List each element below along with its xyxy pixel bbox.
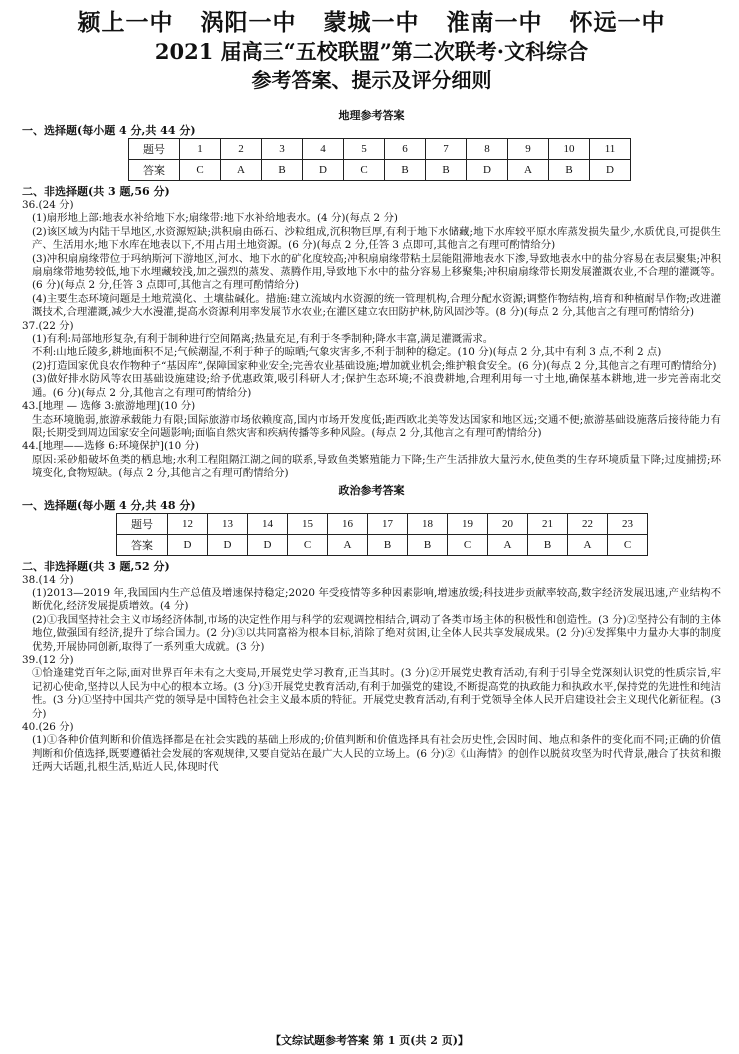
table-cell: D: [303, 160, 344, 181]
answer-line: (1)有利:局部地形复杂,有利于制种进行空间隔离;热量充足,有利于冬季制种;降水丰富,满足灌溉需求。: [32, 333, 494, 346]
table-cell: A: [221, 160, 262, 181]
table-cell: 2: [221, 139, 262, 160]
table-cell: 3: [262, 139, 303, 160]
table-cell: 1: [180, 139, 221, 160]
table-cell: 10: [549, 139, 590, 160]
politics-section-title: 政治参考答案: [338, 483, 405, 497]
table-cell: 15: [288, 513, 328, 534]
table-cell: B: [368, 534, 408, 555]
answer-line: (1)①各种价值判断和价值选择都是在社会实践的基础上形成的;价值判断和价值选择具有社会历史性,会因时间、地点和条件的变化而不同;正确的价值判断和价值选择,既要遵循社会发展的客观规律,又要自觉站在最广大人民的立场上。(6 分)②《山海情》的创作以脱贫攻坚为时代背景,融合了扶贫和搬迁两大话题,扎根生活,贴近人民,体现时代: [32, 734, 721, 774]
table-row: [117, 534, 648, 555]
table-cell: D: [208, 534, 248, 555]
table-cell: 18: [408, 513, 448, 534]
geography-nonchoice-heading: 二、非选择题(共 3 题,56 分): [22, 185, 170, 198]
answer-line: 36.(24 分): [22, 199, 74, 211]
geography-answer-table: [128, 138, 631, 181]
table-cell: 23: [608, 513, 648, 534]
table-cell: A: [568, 534, 608, 555]
table-cell: A: [328, 534, 368, 555]
politics-choice-heading: 一、选择题(每小题 4 分,共 48 分): [22, 498, 196, 512]
table-cell: B: [262, 160, 303, 181]
table-cell: 16: [328, 513, 368, 534]
table-cell: 17: [368, 513, 408, 534]
table-cell: D: [590, 160, 631, 181]
table-row-label: 答案: [129, 160, 180, 181]
table-cell: D: [467, 160, 508, 181]
table-cell: 6: [385, 139, 426, 160]
politics-answer-table: [116, 513, 648, 556]
politics-nonchoice-heading: 二、非选择题(共 3 题,52 分): [22, 559, 170, 573]
geography-section-title: 地理参考答案: [338, 109, 405, 122]
answer-line: (2)该区域为内陆干旱地区,水资源短缺;洪积扇由砾石、沙粒组成,沉积物巨厚,有利于地下水储藏;地下水库较平原水库蒸发损失量少,水质优良,可提供生产、生活用水;地下水库在地表以下,不用占用土地资源。(6 分)(每点 2 分,任答 3 点即可,其他言之有理可酌情给分): [32, 225, 721, 252]
table-cell: D: [248, 534, 288, 555]
answer-line: ①恰逢建党百年之际,面对世界百年未有之大变局,开展党史学习教育,正当其时。(3 分)②开展党史教育活动,有利于引导全党深刻认识党的性质宗旨,牢记初心使命,坚持以人民为中心的根本立场。(3 分)③开展党史教育活动,有利于加强党的建设,不断提高党的执政能力和执政水平,保持党的先进性和纯洁性。(3 分)①坚持中国共产党的领导是中国特色社会主义最本质的特征。开展党史教育活动,有利于党领导全体人民开启建设社会主义现代化新征程。(3 分): [32, 667, 721, 720]
table-cell: A: [508, 160, 549, 181]
answer-line: (4)主要生态环境问题是土地荒漠化、土壤盐碱化。措施:建立流域内水资源的统一管理机构,合理分配水资源;调整作物结构,培育和种植耐旱作物;改进灌溉技术,合理灌溉,减少大水漫灌,提高水资源利用率发展节水农业;在灌区建立农田防护林,防风固沙等。(8 分)(每点 2 分,其他言之有理可酌情给分): [32, 292, 721, 319]
table-row-label: 题号: [117, 513, 168, 534]
table-cell: 8: [467, 139, 508, 160]
page-footer: 【文综试题参考答案 第 1 页(共 2 页)】: [270, 1034, 469, 1047]
table-cell: B: [549, 160, 590, 181]
answer-line: 原因:采砂船破坏鱼类的栖息地;水利工程阻隔江湖之间的联系,导致鱼类繁殖能力下降;生产生活排放大量污水,使鱼类的生存环境质量下降;过度捕捞;环境变化,食物短缺。(每点 2 分,其他言之有理可酌情给分): [32, 453, 721, 480]
answer-line: 生态环境脆弱,旅游承载能力有限;国际旅游市场依赖度高,国内市场开发度低;距西欧北美等发达国家和地区远;交通不便;旅游基础设施落后接待能力有限;长期受到周边国家安全问题影响;面临自然灾害和疾病传播等多种风险。(每点 2 分,其他言之有理可酌情给分): [32, 413, 721, 439]
answer-line: 37.(22 分): [22, 319, 74, 332]
table-cell: D: [168, 534, 208, 555]
table-cell: 12: [168, 513, 208, 534]
table-row: [129, 160, 631, 181]
exam-title: 2021 届高三“五校联盟”第二次联考·文科综合: [154, 39, 589, 64]
answer-line: (1)2013—2019 年,我国国内生产总值及增速保持稳定;2020 年受疫情等多种因素影响,增速放缓;科技进步贡献率较高,数字经济发展迅速,产业结构不断优化,经济发展提质增效。(4 分): [32, 586, 721, 613]
table-cell: 9: [508, 139, 549, 160]
table-cell: 22: [568, 513, 608, 534]
table-cell: 7: [426, 139, 467, 160]
table-cell: 13: [208, 513, 248, 534]
table-cell: A: [488, 534, 528, 555]
answer-line: (1)扇形地上部:地表水补给地下水;扇缘带:地下水补给地表水。(4 分)(每点 2 分): [32, 212, 398, 225]
table-cell: B: [408, 534, 448, 555]
school-names: 颍上一中 涡阳一中 蒙城一中 淮南一中 怀远一中: [77, 9, 666, 36]
table-cell: C: [344, 160, 385, 181]
geography-choice-heading: 一、选择题(每小题 4 分,共 44 分): [22, 124, 196, 137]
page-subtitle: 参考答案、提示及评分细则: [251, 68, 492, 92]
table-cell: B: [528, 534, 568, 555]
answer-line: (3)做好排水防风等农田基础设施建设;给予优惠政策,吸引科研人才;保护生态环境;不浪费耕地,合理利用每一寸土地,确保基本耕地,进一步完善南北交通。(6 分)(每点 2 分,其他言之有理可酌情给分): [32, 373, 721, 399]
table-cell: C: [608, 534, 648, 555]
table-cell: C: [448, 534, 488, 555]
answer-line: (2)①我国坚持社会主义市场经济体制,市场的决定性作用与科学的宏观调控相结合,调动了各类市场主体的积极性和创造性。(3 分)②坚持公有制的主体地位,做强国有经济,提升了综合国力。(2 分)③以共同富裕为根本目标,消除了绝对贫困,让全体人民共享发展成果。(2 分)④发挥集中力量办大事的制度优势,开展协同创新,取得了一系列重大成就。(3 分): [32, 613, 721, 653]
table-cell: 11: [590, 139, 631, 160]
answer-line: 40.(26 分): [22, 721, 74, 733]
table-cell: 20: [488, 513, 528, 534]
table-cell: 14: [248, 513, 288, 534]
table-row-label: 答案: [117, 534, 168, 555]
table-cell: B: [385, 160, 426, 181]
table-row: [129, 139, 631, 160]
answer-line: 不利:山地丘陵多,耕地面积不足;气候潮湿,不利于种子的晾晒;气象灾害多,不利于制种的稳定。(10 分)(每点 2 分,其中有利 3 点,不利 2 点): [32, 346, 662, 359]
table-row-label: 题号: [129, 139, 180, 160]
table-cell: 5: [344, 139, 385, 160]
answer-line: (2)打造国家优良农作物种子“基因库”,保障国家种业安全;完善农业基础设施;增加就业机会;维护粮食安全。(6 分)(每点 2 分,其他言之有理可酌情给分): [32, 359, 717, 372]
table-cell: 19: [448, 513, 488, 534]
answer-line: (3)冲积扇扇缘带位于玛纳斯河下游地区,河水、地下水的矿化度较高;冲积扇扇缘带粘土层能阻滞地表水下渗,导致地表水中的盐分容易在表层聚集;冲积扇扇缘带地势较低,地下水埋藏较浅,加之强烈的蒸发、蒸腾作用,导致地下水中的盐分容易上移聚集;冲积扇扇缘带长期发展灌溉农业,不合理的灌溉等。(6 分)(每点 2 分,任答 3 点即可,其他言之有理可酌情给分): [32, 252, 721, 292]
table-cell: C: [180, 160, 221, 181]
answer-line: 44.[地理——选修 6:环境保护](10 分): [22, 440, 199, 453]
answer-line: 39.(12 分): [22, 653, 74, 666]
table-cell: 21: [528, 513, 568, 534]
answer-line: 38.(14 分): [22, 573, 74, 586]
table-cell: B: [426, 160, 467, 181]
answer-line: 43.[地理 — 选修 3:旅游地理](10 分): [22, 400, 196, 413]
table-cell: 4: [303, 139, 344, 160]
table-cell: C: [288, 534, 328, 555]
table-row: [117, 513, 648, 534]
